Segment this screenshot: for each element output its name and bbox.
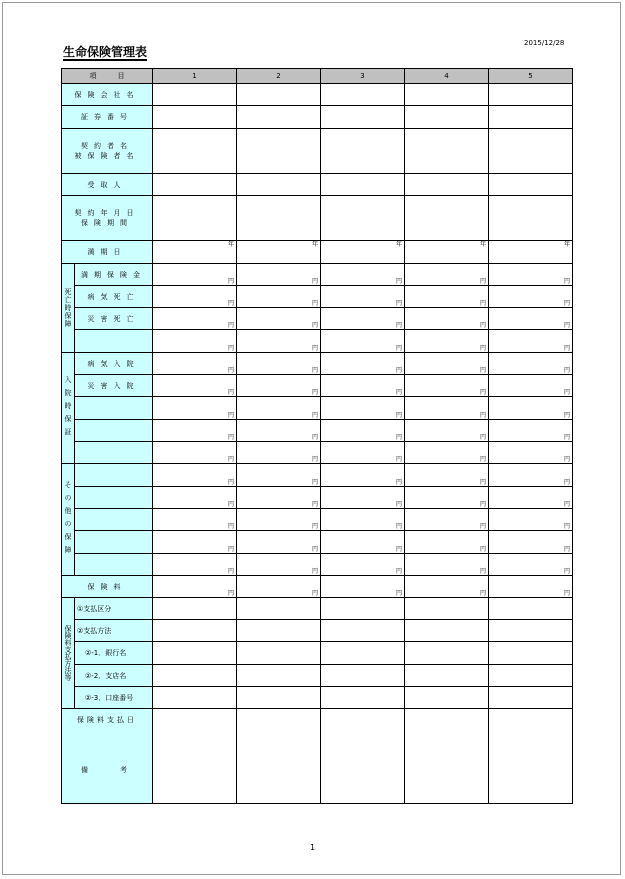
cell[interactable] [321,129,405,174]
page-title: 生命保険管理表 [63,45,148,59]
yen-unit: 円 [311,568,318,575]
yen-unit: 円 [311,389,318,396]
yen-unit: 円 [395,590,402,597]
yen-unit: 円 [227,545,234,553]
cell[interactable] [237,665,321,687]
cell[interactable] [489,442,573,464]
yen-unit: 円 [563,501,570,508]
cell[interactable] [321,353,405,375]
yen-unit: 円 [395,322,402,329]
cell[interactable] [489,531,573,554]
yen-unit: 円 [227,434,234,441]
yen-unit: 円 [311,456,318,463]
yen-unit: 円 [479,322,486,329]
cell[interactable] [489,397,573,420]
cell[interactable] [405,106,489,129]
cell[interactable] [321,397,405,420]
row-illness-hosp [62,353,573,375]
label-branch-name: ②-2．支店名 [75,665,153,687]
row-hosp-extra-3 [62,442,573,464]
row-other-4 [62,531,573,554]
yen-unit: 円 [311,344,318,352]
row-contractor [62,129,573,174]
cell[interactable] [489,330,573,353]
cell[interactable] [405,174,489,196]
yen-unit: 円 [311,411,318,419]
cell[interactable] [321,196,405,248]
row-hosp-extra-2 [62,420,573,442]
yen-unit: 円 [395,523,402,530]
cell[interactable] [153,642,237,665]
yen-unit: 円 [563,322,570,329]
header-col-1: 1 [153,69,237,84]
cell[interactable] [405,709,489,804]
cell[interactable] [489,687,573,709]
yen-unit: 円 [227,389,234,396]
cell[interactable] [405,264,489,286]
cell[interactable] [237,330,321,353]
yen-unit: 円 [395,568,402,575]
label-pay-category: ①支払区分 [75,598,153,620]
date-label: 2015/12/28 [524,39,565,47]
cell[interactable] [321,106,405,129]
cell[interactable] [489,487,573,509]
cell[interactable] [489,598,573,620]
cell[interactable] [405,196,489,248]
year-unit: 年 [227,241,234,248]
row-hosp-extra-1 [62,397,573,420]
yen-unit: 円 [227,411,234,419]
row-remarks [62,709,573,804]
insurance-table [61,68,573,804]
cell[interactable] [321,375,405,397]
cell[interactable] [237,464,321,487]
cell[interactable] [153,687,237,709]
row-accident-death [62,308,573,330]
yen-unit: 円 [311,590,318,597]
row-death-extra [62,330,573,353]
cell[interactable] [237,174,321,196]
cell[interactable] [489,620,573,642]
cell[interactable] [489,106,573,129]
cell[interactable] [321,709,405,804]
cell[interactable] [405,642,489,665]
cell[interactable] [237,420,321,442]
cell[interactable] [489,576,573,598]
cell[interactable] [237,308,321,330]
cell[interactable] [153,308,237,330]
cell[interactable] [237,397,321,420]
cell[interactable] [489,84,573,106]
yen-unit: 円 [395,478,402,486]
cell[interactable] [237,129,321,174]
cell[interactable] [153,264,237,286]
yen-unit: 円 [395,367,402,374]
cell[interactable] [153,420,237,442]
yen-unit: 円 [479,344,486,352]
label-pay-method: ②支払方法 [75,620,153,642]
cell[interactable] [489,665,573,687]
yen-unit: 円 [479,434,486,441]
cell[interactable] [321,509,405,531]
label-illness-death: 病気死亡 [87,292,140,301]
label-illness-hosp: 病気入院 [87,359,140,368]
cell[interactable] [153,709,237,804]
cell[interactable] [489,709,573,804]
cell[interactable] [321,264,405,286]
cell[interactable] [237,286,321,308]
cell[interactable] [405,665,489,687]
header-col-3: 3 [321,69,405,84]
label-premium: 保険料 [87,582,127,591]
cell[interactable] [489,129,573,174]
cell[interactable] [321,464,405,487]
cell[interactable] [489,353,573,375]
cell[interactable] [405,487,489,509]
cell[interactable] [237,196,321,248]
label-policy-no: 証券番号 [81,113,133,121]
row-other-5 [62,554,573,576]
yen-unit: 円 [227,590,234,597]
header-col-4: 4 [405,69,489,84]
yen-unit: 円 [395,300,402,307]
cell[interactable] [405,420,489,442]
cell[interactable] [321,687,405,709]
cell[interactable] [405,330,489,353]
yen-unit: 円 [479,523,486,530]
cell[interactable] [153,174,237,196]
row-other-2 [62,487,573,509]
cell[interactable] [489,196,573,248]
yen-unit: 円 [311,523,318,530]
cell[interactable] [405,375,489,397]
yen-unit: 円 [227,344,234,352]
cell[interactable] [153,509,237,531]
cell[interactable] [489,464,573,487]
cell[interactable] [489,174,573,196]
yen-unit: 円 [563,367,570,374]
header-col-5: 5 [489,69,573,84]
label-maturity-amount: 満期保険金 [81,270,146,279]
cell[interactable] [153,353,237,375]
yen-unit: 円 [311,478,318,486]
cell[interactable] [321,308,405,330]
cell[interactable] [405,509,489,531]
label-accident-hosp: 災害入院 [87,381,140,390]
yen-unit: 円 [311,300,318,307]
label-bank-name: ②-1．銀行名 [75,642,153,665]
cell[interactable] [321,420,405,442]
cell[interactable] [489,286,573,308]
cell[interactable] [153,442,237,464]
cell[interactable] [405,576,489,598]
label-accident-death: 災害死亡 [87,314,140,323]
yen-unit: 円 [479,501,486,508]
header-item: 項 目 [62,69,153,84]
label-period: 保険期間 [81,219,133,227]
cell[interactable] [489,642,573,665]
yen-unit: 円 [395,411,402,419]
cell[interactable] [321,487,405,509]
cell[interactable] [489,509,573,531]
cell[interactable] [405,464,489,487]
label-contract-date: 契約年月日 [74,209,140,217]
cell[interactable] [321,286,405,308]
cell[interactable] [237,554,321,576]
yen-unit: 円 [395,344,402,352]
cell[interactable] [237,487,321,509]
cell[interactable] [405,353,489,375]
cell[interactable] [237,576,321,598]
yen-unit: 円 [563,478,570,486]
cell[interactable] [321,598,405,620]
year-unit: 年 [479,241,486,248]
label-contractor: 契約者名 [81,142,133,150]
yen-unit: 円 [563,278,570,285]
row-bank-name [62,642,573,665]
cell[interactable] [153,487,237,509]
cell[interactable] [405,129,489,174]
yen-unit: 円 [227,501,234,508]
row-premium [62,576,573,598]
cell[interactable] [321,531,405,554]
cell[interactable] [237,84,321,106]
year-unit: 年 [395,241,402,248]
yen-unit: 円 [563,344,570,352]
cell[interactable] [321,330,405,353]
row-period [62,196,573,241]
cell[interactable] [237,687,321,709]
cell[interactable] [321,620,405,642]
yen-unit: 円 [479,478,486,486]
category-death: 死亡時保障 [62,264,75,353]
cell[interactable] [237,353,321,375]
yen-unit: 円 [479,367,486,374]
cell[interactable] [489,264,573,286]
label-maturity: 満期日 [87,248,127,256]
cell[interactable] [153,375,237,397]
cell[interactable] [489,420,573,442]
cell[interactable] [153,620,237,642]
label-insured: 被保険者名 [74,152,140,160]
yen-unit: 円 [563,411,570,419]
cell[interactable] [153,397,237,420]
row-other-3 [62,509,573,531]
cell[interactable] [489,554,573,576]
category-hosp: 入院時保証 [62,353,75,464]
cell[interactable] [405,531,489,554]
year-unit: 年 [311,241,318,248]
row-pay-method [62,620,573,642]
label-remarks: 備 考 [81,766,133,774]
yen-unit: 円 [227,478,234,486]
yen-unit: 円 [227,456,234,463]
cell[interactable] [237,375,321,397]
cell[interactable] [321,442,405,464]
row-illness-death [62,286,573,308]
row-company [62,84,573,106]
yen-unit: 円 [479,545,486,553]
yen-unit: 円 [479,456,486,463]
cell[interactable] [321,665,405,687]
yen-unit: 円 [311,367,318,374]
label-beneficiary: 受取人 [87,180,127,189]
yen-unit: 円 [563,568,570,575]
yen-unit: 円 [395,456,402,463]
cell[interactable] [153,196,237,248]
cell[interactable] [405,598,489,620]
yen-unit: 円 [563,300,570,307]
cell[interactable] [321,174,405,196]
yen-unit: 円 [479,568,486,575]
cell[interactable] [153,129,237,174]
category-other: その他の保障 [62,464,75,576]
cell[interactable] [321,642,405,665]
cell[interactable] [237,709,321,804]
yen-unit: 円 [563,545,570,553]
cell[interactable] [153,554,237,576]
cell[interactable] [153,106,237,129]
yen-unit: 円 [563,434,570,441]
row-maturity-amount [62,264,573,286]
row-branch-name [62,665,573,687]
cell[interactable] [405,308,489,330]
yen-unit: 円 [395,501,402,508]
cell[interactable] [153,464,237,487]
cell[interactable] [237,509,321,531]
label-company: 保険会社名 [74,90,140,99]
row-policy [62,106,573,129]
cell[interactable] [237,531,321,554]
cell[interactable] [153,665,237,687]
cell[interactable] [321,554,405,576]
cell[interactable] [405,397,489,420]
label-account-no: ②-3．口座番号 [75,687,153,709]
cell[interactable] [153,84,237,106]
cell[interactable] [405,286,489,308]
header-col-2: 2 [237,69,321,84]
yen-unit: 円 [395,278,402,285]
cell[interactable] [321,84,405,106]
cell[interactable] [405,620,489,642]
label-pay-date: 保険料支払日 [77,716,137,724]
cell[interactable] [237,106,321,129]
yen-unit: 円 [227,322,234,329]
yen-unit: 円 [563,389,570,396]
header-row [62,69,573,84]
cell[interactable] [489,375,573,397]
cell[interactable] [237,442,321,464]
cell[interactable] [405,442,489,464]
page-number: 1 [309,843,316,852]
yen-unit: 円 [311,278,318,285]
cell[interactable] [153,330,237,353]
yen-unit: 円 [395,545,402,553]
cell[interactable] [405,687,489,709]
yen-unit: 円 [311,322,318,329]
yen-unit: 円 [227,568,234,575]
yen-unit: 円 [227,367,234,374]
cell[interactable] [405,84,489,106]
yen-unit: 円 [563,590,570,597]
cell[interactable] [237,620,321,642]
yen-unit: 円 [227,523,234,530]
cell[interactable] [237,598,321,620]
cell[interactable] [153,576,237,598]
cell[interactable] [489,308,573,330]
cell[interactable] [153,531,237,554]
yen-unit: 円 [227,278,234,285]
yen-unit: 円 [311,501,318,508]
cell[interactable] [237,264,321,286]
row-beneficiary [62,174,573,196]
yen-unit: 円 [479,590,486,597]
yen-unit: 円 [563,523,570,530]
row-account-no [62,687,573,709]
yen-unit: 円 [311,545,318,553]
cell[interactable] [321,576,405,598]
cell[interactable] [153,286,237,308]
yen-unit: 円 [479,278,486,285]
yen-unit: 円 [479,389,486,396]
yen-unit: 円 [227,300,234,307]
row-other-1 [62,464,573,487]
yen-unit: 円 [395,389,402,396]
row-accident-hosp [62,375,573,397]
yen-unit: 円 [395,434,402,441]
yen-unit: 円 [563,456,570,463]
cell[interactable] [405,554,489,576]
cell[interactable] [153,598,237,620]
cell[interactable] [237,642,321,665]
yen-unit: 円 [479,300,486,307]
yen-unit: 円 [311,434,318,441]
year-unit: 年 [563,241,570,248]
row-pay-category [62,598,573,620]
category-payment: 保険料支払方法等 [62,598,75,709]
yen-unit: 円 [479,411,486,419]
